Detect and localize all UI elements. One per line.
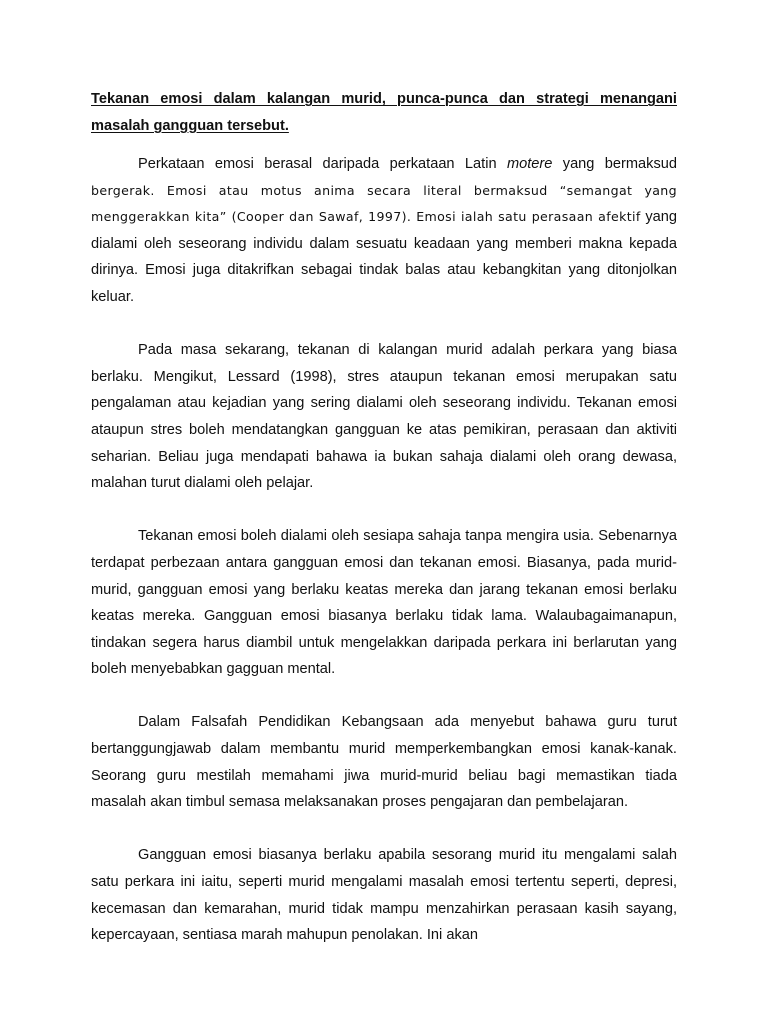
paragraph-1-text-c: bergerak. Emosi atau motus anima secara literal bermaksud “semangat yang menggerakkan kita” (Cooper dan Sawaf, 1997). Emosi ialah satu perasaan afektif	[91, 182, 677, 225]
paragraph-1-text-a: Perkataan emosi berasal daripada perkataan Latin	[138, 156, 507, 172]
paragraph-4: Dalam Falsafah Pendidikan Kebangsaan ada menyebut bahawa guru turut bertanggungjawab dalam membantu murid memperkembangkan emosi kanak-kanak. Seorang guru mestilah memahami jiwa murid-murid beliau bagi memastikan tiada masalah akan timbul semasa melaksanakan proses pengajaran dan pembelajaran.	[91, 714, 677, 811]
paragraph-1-text-d: yang dialami oleh seseorang individu dalam sesuatu keadaan yang memberi makna kepada dirinya. Emosi juga ditakrifkan sebagai tindak balas atau kebangkitan yang ditonjolkan keluar.	[91, 209, 678, 305]
paragraph-1	[91, 151, 677, 311]
paragraph-5: Gangguan emosi biasanya berlaku apabila sesorang murid itu mengalami salah satu perkara ini iaitu, seperti murid mengalami masalah emosi tertentu seperti, depresi, kecemasan dan kemarahan, murid tidak mampu menzahirkan perasaan kasih sayang, kepercayaan, sentiasa marah mahupun penolakan. Ini akan	[91, 847, 677, 944]
latin-word: motere	[506, 156, 553, 172]
document-page	[91, 86, 677, 949]
paragraph-2: Pada masa sekarang, tekanan di kalangan murid adalah perkara yang biasa berlaku. Mengikut, Lessard (1998), stres ataupun tekanan emosi merupakan satu pengalaman atau kejadian yang sering dialami oleh seseorang individu. Tekanan emosi ataupun stres boleh mendatangkan gangguan ke atas pemikiran, perasaan dan aktiviti seharian. Beliau juga mendapati bahawa ia bukan sahaja dialami oleh orang dewasa, malahan turut dialami oleh pelajar.	[91, 342, 677, 492]
paragraph-1-text-b: yang bermaksud	[552, 156, 677, 172]
document-title: Tekanan emosi dalam kalangan murid, punca-punca dan strategi menangani masalah gangguan tersebut.	[91, 91, 677, 134]
paragraph-3: Tekanan emosi boleh dialami oleh sesiapa sahaja tanpa mengira usia. Sebenarnya terdapat perbezaan antara gangguan emosi dan tekanan emosi. Biasanya, pada murid-murid, gangguan emosi yang berlaku keatas mereka dan jarang tekanan emosi berlaku keatas mereka. Gangguan emosi biasanya berlaku tidak lama. Walaubagaimanapun, tindakan segera harus diambil untuk mengelakkan daripada perkara ini berlarutan yang boleh menyebabkan gagguan mental.	[91, 528, 677, 678]
